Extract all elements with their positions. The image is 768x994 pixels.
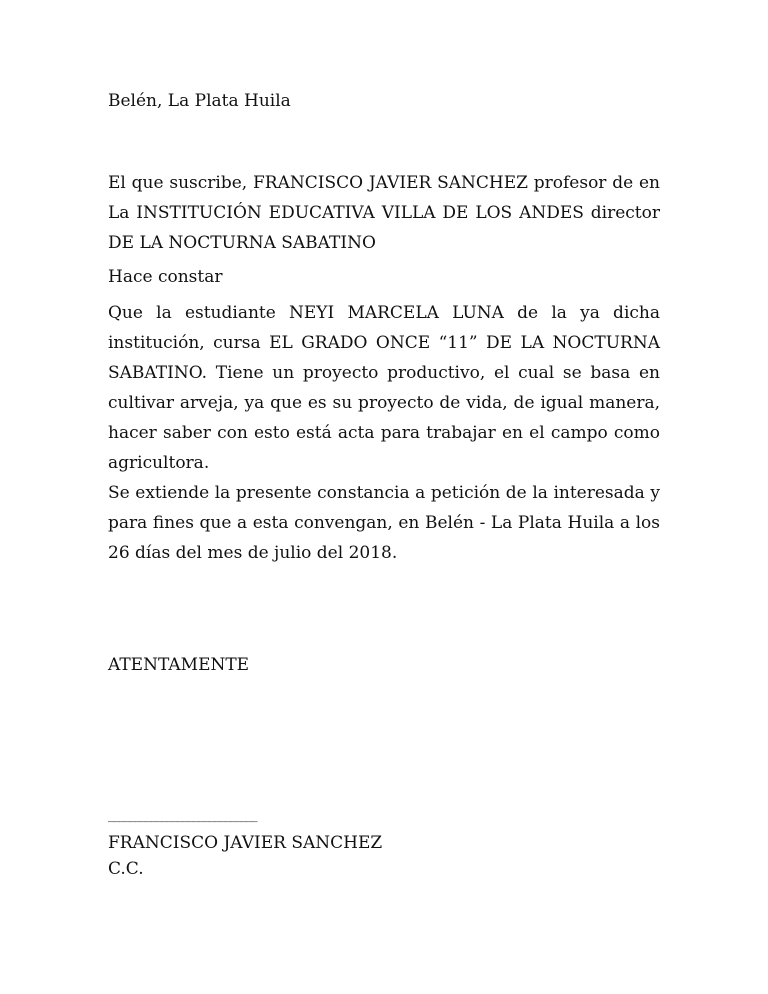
signer-name: FRANCISCO JAVIER SANCHEZ (108, 833, 383, 853)
body-paragraph-1: Que la estudiante NEYI MARCELA LUNA de la ya dicha institución, cursa EL GRADO ONCE “11” DE LA NOCTURNA SABATINO. Tiene un proyecto productivo, el cual se basa en cultivar arveja, ya que es su proyecto de vida, de igual manera, hacer saber con esto está acta para trabajar en el campo como agricultora. (108, 303, 660, 473)
intro-paragraph: El que suscribe, FRANCISCO JAVIER SANCHEZ profesor de en La INSTITUCIÓN EDUCATIVA VILLA DE LOS ANDES director DE LA NOCTURNA SABATINO (108, 173, 660, 253)
place-line: Belén, La Plata Huila (108, 91, 291, 111)
certify-heading: Hace constar (108, 267, 223, 287)
closing-text: ATENTAMENTE (108, 655, 250, 675)
body-paragraph-2: Se extiende la presente constancia a petición de la interesada y para fines que a esta convengan, en Belén - La Plata Huila a los 26 días del mes de julio del 2018. (108, 483, 660, 563)
signature-line: ____________________________ (108, 808, 257, 823)
signer-id-label: C.C. (108, 859, 144, 879)
